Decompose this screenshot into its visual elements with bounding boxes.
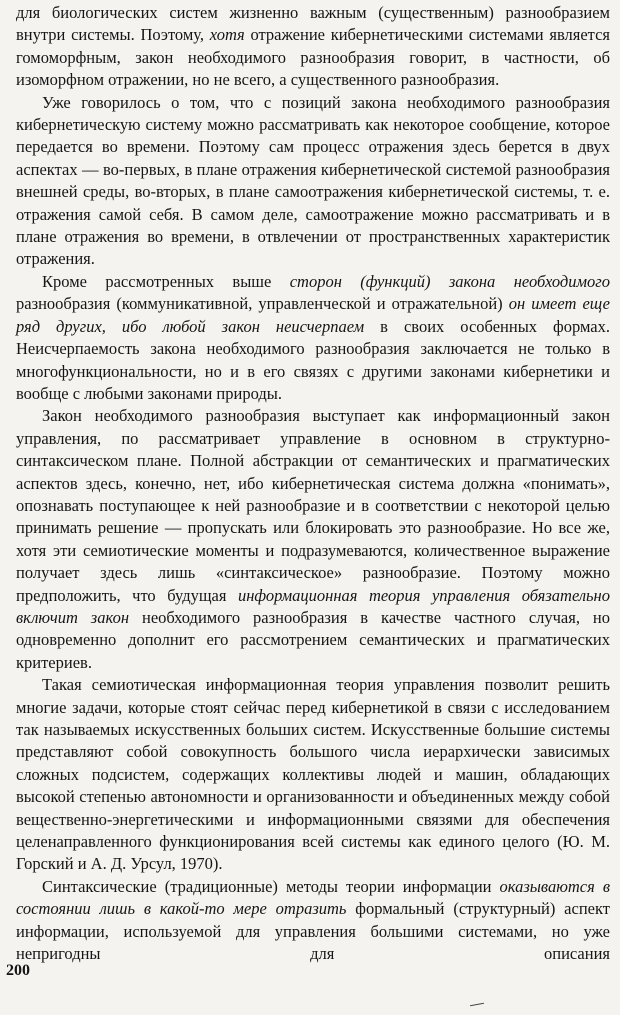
- paragraph: [16, 405, 610, 674]
- paragraph: [16, 2, 610, 92]
- paragraph: [16, 876, 610, 966]
- text-run: формальный (структурный) аспект информации, используемой для управления большими системами, но уже непригодны для описания: [16, 899, 610, 964]
- ink-mark: [470, 1003, 484, 1006]
- text-body: [16, 2, 610, 965]
- page-number: 200: [6, 962, 30, 979]
- text-run: необходимого разнообразия в качестве частного случая, но одновременно дополнит его рассмотрением семантических и прагматических критериев.: [16, 607, 610, 672]
- text-run: Закон необходимого разнообразия выступает как информационный закон управления, по рассматривает управление в основном в структурно-синтаксическом плане. Полной абстракции от семантических и прагматических аспектов здесь, конечно, нет, ибо кибернетическая система должна «понимать», опознавать поступающее к ней разнообразие и в соответствии с некоторой целью принимать решение — пропускать или блокировать это разнообразие. Но все же, хотя эти семиотические моменты и подразумеваются, количественное выражение получает здесь лишь «синтаксическое» разнообразие. Поэтому можно предположить, что будущая: [16, 406, 610, 605]
- text-run: в своих особенных формах. Неисчерпаемость закона необходимого разнообразия заключается не только в многофункциональности, но и в его связях с другими законами кибернетики и вообще с любыми законами природы.: [16, 316, 610, 403]
- text-run: Уже говорилось о том, что с позиций закона необходимого разнообразия кибернетическую систему можно рассматривать как некоторое сообщение, которое передается во времени. Поэтому сам процесс отражения здесь берется в двух аспектах — во-первых, в плане отражения кибернетической системой разнообразия внешней среды, во-вторых, в плане самоотражения кибернетической системы, т. е. отражения самой себя. В самом деле, самоотражение можно рассматривать и в плане отражения во времени, в отвлечении от пространственных характеристик отражения.: [16, 92, 610, 269]
- italic-run: информационная теория управления обязательно включит закон: [16, 585, 610, 627]
- text-run: Синтаксические (традиционные) методы теории информации: [42, 876, 500, 896]
- paragraph: [16, 271, 610, 405]
- italic-run: сторон (функций) закона необходимого: [289, 271, 610, 291]
- italic-run: оказываются в состоянии лишь в какой-то мере отразить: [16, 876, 610, 919]
- paragraph: [16, 92, 610, 271]
- italic-run: он имеет еще ряд других, ибо любой закон неисчерпаем: [16, 294, 610, 336]
- paragraph: [16, 674, 610, 876]
- text-run: Кроме рассмотренных выше: [42, 271, 290, 291]
- text-run: Такая семиотическая информационная теория управления позволит решить многие задачи, которые стоят сейчас перед кибернетикой в связи с исследованием так называемых искусственных больших систем. Искусственные большие системы представляют собой совокупность большого числа иерархически зависимых сложных подсистем, содержащих коллективы людей и машин, обладающих высокой степенью автономности и организованности и объединенных между собой вещественно-энергетическими и информационными связями для обеспечения целенаправленного функционирования всей системы как единого целого (Ю. М. Горский и А. Д. Урсул, 1970).: [16, 675, 610, 874]
- italic-run: хотя: [209, 25, 245, 45]
- text-run: для биологических систем жизненно важным (существенным) разнообразием внутри системы. Поэтому,: [16, 3, 610, 45]
- text-run: отражение кибернетическими системами является гомоморфным, закон необходимого разнообразия говорит, в частности, об изоморфном отражении, но не всего, а существенного разнообразия.: [16, 25, 611, 90]
- text-run: разнообразия (коммуникативной, управленческой и отражательной): [16, 294, 509, 314]
